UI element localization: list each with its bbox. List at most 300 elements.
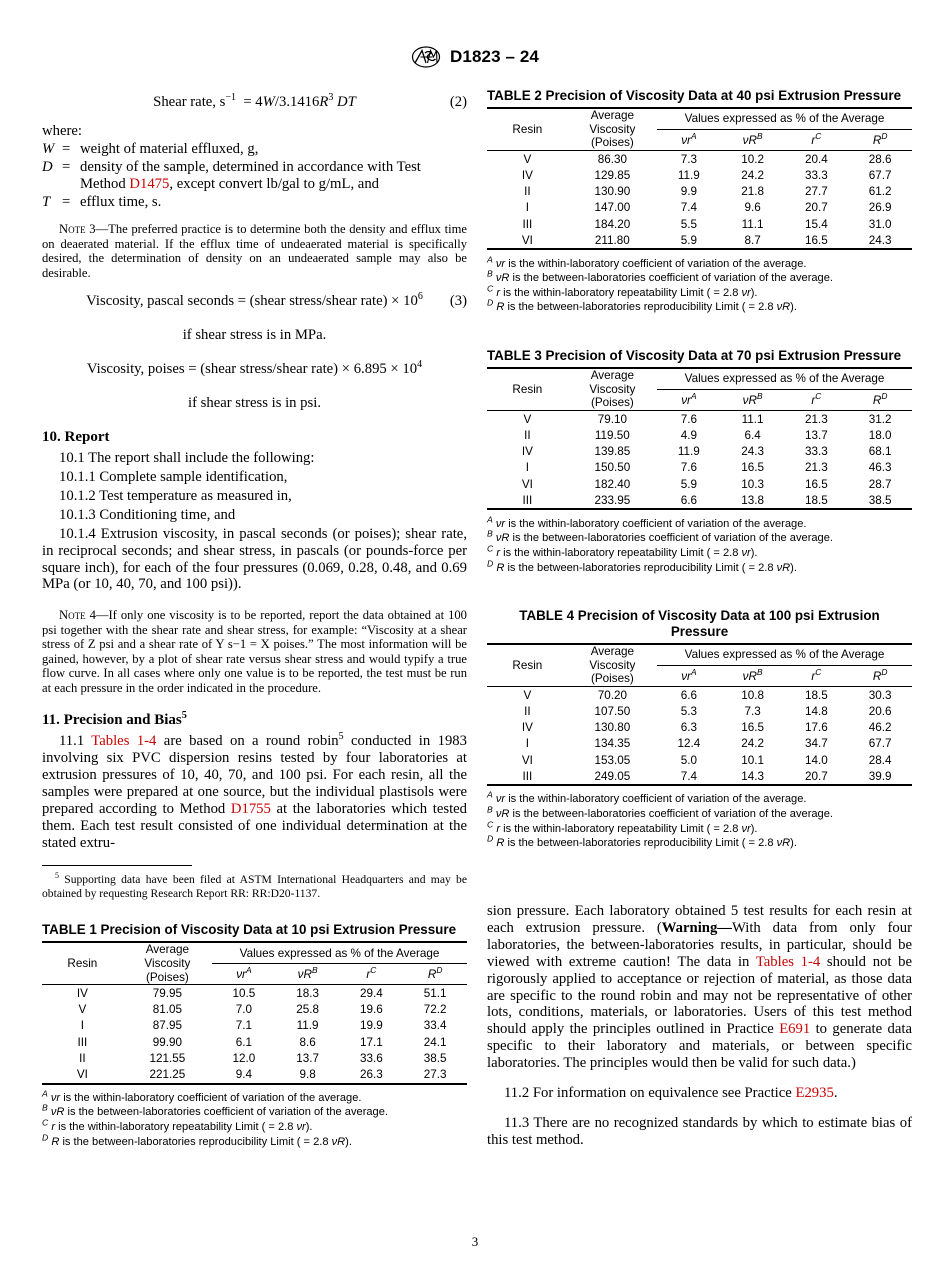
subheader-vr: $\nu r^A$ bbox=[236, 964, 252, 981]
cell-vR: 10.8 bbox=[741, 688, 764, 702]
cell-viscosity: 130.90 bbox=[594, 185, 631, 199]
cell-vR: 25.8 bbox=[296, 1003, 319, 1017]
cell-viscosity: 139.85 bbox=[594, 445, 631, 459]
table-4-title-line1: TABLE 4 Precision of Viscosity Data at 100 psi Extrusion bbox=[519, 608, 880, 624]
table-row bbox=[487, 752, 912, 768]
definition-row bbox=[42, 194, 467, 212]
cell-vr: 7.1 bbox=[235, 1019, 252, 1033]
para-10-1-1: 10.1.1 Complete sample identification, bbox=[59, 468, 288, 485]
cell-resin: I bbox=[525, 461, 529, 475]
table-1-block bbox=[42, 922, 467, 1149]
header-average-viscosity bbox=[568, 645, 657, 687]
cell-resin: IV bbox=[521, 168, 533, 182]
definition-T: efflux time, s. bbox=[80, 194, 162, 211]
subheader-vr: $\nu r^A$ bbox=[681, 666, 697, 683]
equation-4 bbox=[42, 361, 467, 378]
table-row bbox=[487, 476, 912, 492]
table-3-notes bbox=[487, 513, 912, 576]
header-avg-line3: (Poises) bbox=[145, 970, 189, 984]
cell-r: 19.9 bbox=[360, 1019, 383, 1033]
cell-r: 20.4 bbox=[805, 152, 828, 166]
table-row bbox=[487, 460, 912, 476]
cell-viscosity: 87.95 bbox=[152, 1019, 182, 1033]
where-label: where: bbox=[42, 123, 82, 139]
cell-resin: I bbox=[80, 1019, 84, 1033]
footnote-5-text: Supporting data have been filed at ASTM International Headquarters and may be obtained by requesting Research Report RR: RR:D20-1137. bbox=[42, 873, 468, 901]
section-10-heading: 10. Report bbox=[42, 429, 110, 446]
cell-resin: VI bbox=[76, 1068, 88, 1082]
cell-R: 72.2 bbox=[423, 1003, 447, 1017]
cell-R: 67.7 bbox=[868, 168, 892, 182]
cell-vR: 7.3 bbox=[744, 704, 761, 718]
cell-viscosity: 221.25 bbox=[149, 1068, 186, 1082]
table-row bbox=[42, 985, 467, 1001]
cell-vr: 5.9 bbox=[680, 233, 697, 247]
note-3 bbox=[42, 222, 467, 280]
cell-vR: 24.3 bbox=[741, 445, 764, 459]
table-row bbox=[487, 687, 912, 703]
cell-r: 19.6 bbox=[360, 1003, 383, 1017]
cell-R: 30.3 bbox=[868, 688, 892, 702]
cell-r: 20.7 bbox=[805, 201, 828, 215]
table-bottom-rule bbox=[42, 1084, 467, 1088]
table-row bbox=[42, 1002, 467, 1018]
header-resin: Resin bbox=[67, 957, 98, 971]
cell-viscosity: 153.05 bbox=[594, 753, 631, 767]
footnote-5-marker: 5 bbox=[55, 871, 59, 881]
section-11-heading-text: 11. Precision and Bias bbox=[42, 712, 182, 729]
cell-vr: 6.6 bbox=[680, 493, 697, 507]
para-10-1-4: 10.1.4 Extrusion viscosity, in pascal seconds (or poises); shear rate, in reciprocal seconds; and shear stress, in pascals (or pounds-force per square inch), for each of the four pressures (0.069, 0.28, 0.48, and 0.69 MPa (or 10, 40, 70, and 100 psi)). bbox=[42, 525, 467, 593]
table-note-a: $^A$ νr is the within-laboratory coefficient of variation of the average. bbox=[42, 1088, 362, 1104]
note-4 bbox=[42, 608, 467, 695]
section-11-footnote-marker: 5 bbox=[181, 710, 187, 722]
cell-R: 51.1 bbox=[423, 987, 447, 1001]
table-row bbox=[487, 768, 912, 785]
table-2-title: TABLE 2 Precision of Viscosity Data at 40 psi Extrusion Pressure bbox=[487, 88, 902, 103]
cell-vR: 24.2 bbox=[741, 737, 764, 751]
cell-R: 20.6 bbox=[868, 704, 892, 718]
cell-resin: V bbox=[523, 152, 532, 166]
cell-vR: 16.5 bbox=[741, 721, 764, 735]
cell-R: 28.4 bbox=[868, 753, 892, 767]
table-row bbox=[42, 1034, 467, 1050]
definition-row bbox=[42, 141, 467, 159]
para-sion-pressure: sion pressure. Each laboratory obtained 5 test results for each resin at each extrusion pressure. (Warning—With data from only four laboratories, the between-laboratories results, in particular, should be viewed with extreme caution! The data in Tables 1-4 should not be rigorously applied to acceptance or rejection of material, as those data are specific to the round robin and may not be representative of other lots, conditions, materials, or laboratories. Users of this test method should apply the principles outlined in Practice E691 to generate data specific to their laboratory and materials, or between specific laboratories. The principles would then be valid for such data.) bbox=[487, 903, 912, 1072]
table-3 bbox=[487, 367, 912, 514]
cell-vR: 14.3 bbox=[741, 769, 764, 783]
cell-vR: 13.8 bbox=[741, 493, 764, 507]
para-10-1-3: 10.1.3 Conditioning time, and bbox=[59, 506, 236, 523]
table-row bbox=[487, 411, 912, 427]
cell-r: 21.3 bbox=[805, 412, 828, 426]
table-note-b: $^B$ νR is the between-laboratories coefficient of variation of the average. bbox=[487, 528, 833, 545]
cell-R: 38.5 bbox=[868, 493, 892, 507]
cell-vr: 7.3 bbox=[680, 152, 697, 166]
equation-2-body: Shear rate, $s^{-1} = 4W/3.1416R^3$ DT bbox=[153, 92, 356, 110]
table-row bbox=[487, 492, 912, 509]
cell-vR: 8.6 bbox=[299, 1035, 316, 1049]
cell-r: 29.4 bbox=[360, 987, 383, 1001]
header-span-values: Values expressed as % of the Average bbox=[657, 645, 912, 666]
cell-viscosity: 79.95 bbox=[152, 987, 182, 1001]
table-note-a: $^A$ νr is the within-laboratory coefficient of variation of the average. bbox=[487, 513, 807, 530]
cell-resin: III bbox=[522, 217, 533, 231]
table-row bbox=[42, 1018, 467, 1034]
cell-vR: 13.7 bbox=[296, 1051, 319, 1065]
link-e2935[interactable]: E2935 bbox=[795, 1085, 834, 1102]
cell-R: 39.9 bbox=[868, 769, 892, 783]
cell-r: 17.6 bbox=[805, 721, 828, 735]
table-1-body bbox=[42, 985, 467, 1087]
para-10-1-2: 10.1.2 Test temperature as measured in, bbox=[59, 487, 292, 504]
header-resin: Resin bbox=[512, 383, 543, 397]
header-avg-line3: (Poises) bbox=[590, 136, 634, 150]
header-average-viscosity bbox=[123, 943, 212, 985]
table-row bbox=[487, 427, 912, 443]
para-10-1: 10.1 The report shall include the following: bbox=[59, 450, 315, 467]
cell-vR: 18.3 bbox=[296, 987, 319, 1001]
cell-vR: 10.1 bbox=[741, 753, 764, 767]
cell-viscosity: 121.55 bbox=[149, 1051, 186, 1065]
cell-r: 21.3 bbox=[805, 461, 828, 475]
cell-resin: VI bbox=[521, 753, 533, 767]
cell-resin: III bbox=[522, 493, 533, 507]
right-column bbox=[487, 88, 912, 1149]
cell-viscosity: 249.05 bbox=[594, 769, 631, 783]
table-note-a: $^A$ νr is the within-laboratory coefficient of variation of the average. bbox=[487, 253, 807, 270]
header-avg-line2: Viscosity bbox=[589, 122, 636, 136]
header-avg-line3: (Poises) bbox=[590, 672, 634, 686]
cell-resin: IV bbox=[521, 445, 533, 459]
table-1 bbox=[42, 941, 467, 1088]
cell-r: 14.8 bbox=[805, 704, 828, 718]
cell-vR: 24.2 bbox=[741, 168, 764, 182]
cell-r: 13.7 bbox=[805, 429, 828, 443]
subheader-vR: $\nu R^B$ bbox=[742, 666, 763, 683]
cell-resin: IV bbox=[521, 721, 533, 735]
equals-sign: = bbox=[62, 141, 71, 157]
table-4-title bbox=[487, 608, 912, 640]
cell-viscosity: 130.80 bbox=[594, 721, 631, 735]
cell-r: 17.1 bbox=[360, 1035, 383, 1049]
symbol-D: D bbox=[42, 159, 53, 176]
subheader-R: $R^D$ bbox=[872, 666, 888, 683]
definition-row bbox=[42, 159, 467, 194]
cell-R: 28.7 bbox=[868, 477, 892, 491]
link-d1755[interactable]: D1755 bbox=[230, 800, 271, 817]
cell-viscosity: 182.40 bbox=[594, 477, 631, 491]
table-3-block bbox=[487, 348, 912, 575]
cell-r: 26.3 bbox=[360, 1068, 383, 1082]
cell-vR: 6.4 bbox=[744, 429, 761, 443]
table-note-b: $^B$ νR is the between-laboratories coefficient of variation of the average. bbox=[487, 268, 833, 285]
table-row bbox=[487, 720, 912, 736]
cell-resin: I bbox=[525, 737, 529, 751]
equation-3 bbox=[42, 293, 467, 310]
subheader-r: $r^C$ bbox=[811, 130, 822, 147]
cell-resin: V bbox=[523, 688, 532, 702]
document-id: D1823 – 24 bbox=[450, 47, 539, 66]
cell-resin: I bbox=[525, 201, 529, 215]
cell-vR: 11.1 bbox=[741, 412, 764, 426]
equation-3-number: (3) bbox=[449, 293, 467, 310]
cell-viscosity: 211.80 bbox=[594, 233, 630, 247]
cell-vR: 16.5 bbox=[741, 461, 764, 475]
table-note-c: $^C$ r is the within-laboratory repeatability Limit ( = 2.8 νr). bbox=[487, 543, 758, 559]
cell-vr: 12.0 bbox=[232, 1051, 256, 1065]
table-note-c: $^C$ r is the within-laboratory repeatability Limit ( = 2.8 νr). bbox=[487, 283, 758, 299]
cell-r: 18.5 bbox=[805, 688, 828, 702]
page-number: 3 bbox=[471, 1234, 479, 1249]
footnote-rule bbox=[42, 865, 192, 866]
table-bottom-rule bbox=[487, 249, 912, 253]
cell-vr: 9.4 bbox=[235, 1068, 252, 1082]
table-2-body bbox=[487, 151, 912, 253]
cell-vr: 5.9 bbox=[680, 477, 697, 491]
header-avg-line1: Average bbox=[590, 108, 635, 122]
cell-vr: 7.6 bbox=[680, 461, 697, 475]
equals-sign: = bbox=[62, 194, 71, 211]
header-avg-line1: Average bbox=[590, 368, 635, 382]
cell-vr: 7.0 bbox=[235, 1003, 252, 1017]
link-tables-1-4-right[interactable]: Tables 1-4 bbox=[755, 953, 821, 970]
cell-R: 24.3 bbox=[868, 233, 892, 247]
table-2-notes bbox=[487, 253, 912, 316]
subheader-vR: $\nu R^B$ bbox=[742, 390, 763, 407]
header-avg-line1: Average bbox=[590, 644, 635, 658]
cell-vR: 10.3 bbox=[741, 477, 764, 491]
table-row bbox=[487, 184, 912, 200]
note-4-text: If only one viscosity is to be reported, report the data obtained at 100 psi together with the shear rate and shear stress, for example: “Viscosity at a shear stress of Z psi and a shear rate of Y s−1 = X poises.” The most information will be gained, however, by a plot of shear rate versus shear stress and would typify a true flow curve. In all cases where only one value is to be reported, the test must be run at each pressure in the order indicated in the procedure. bbox=[42, 608, 467, 695]
symbol-W: W bbox=[42, 141, 55, 157]
cell-vR: 21.8 bbox=[741, 185, 764, 199]
header-avg-line2: Viscosity bbox=[144, 956, 191, 970]
link-d1475[interactable]: D1475 bbox=[129, 176, 170, 193]
table-bottom-rule bbox=[487, 785, 912, 789]
table-header-row bbox=[42, 943, 467, 964]
cell-resin: II bbox=[524, 704, 531, 718]
cell-vr: 5.5 bbox=[680, 217, 697, 231]
table-1-notes bbox=[42, 1088, 467, 1150]
note-3-text: The preferred practice is to determine both the density and efflux time on deaerated material. If the efflux time of undeaerated material is specifically desired, the determination of density on an undeaerated sample may also be desirable. bbox=[42, 222, 467, 280]
subheader-r: $r^C$ bbox=[811, 666, 822, 683]
cell-r: 27.7 bbox=[805, 185, 828, 199]
table-row bbox=[487, 216, 912, 232]
cell-resin: III bbox=[77, 1035, 88, 1049]
header-span-values: Values expressed as % of the Average bbox=[212, 943, 467, 964]
cell-R: 33.4 bbox=[423, 1019, 447, 1033]
if-mpa-line: if shear stress is in MPa. bbox=[182, 327, 327, 344]
table-note-d: $^D$ R is the between-laboratories reproducibility Limit ( = 2.8 νR). bbox=[42, 1132, 352, 1148]
cell-R: 27.3 bbox=[423, 1068, 447, 1082]
table-3-title: TABLE 3 Precision of Viscosity Data at 70 psi Extrusion Pressure bbox=[487, 348, 902, 364]
cell-R: 61.2 bbox=[868, 185, 892, 199]
cell-r: 33.6 bbox=[360, 1051, 383, 1065]
header-average-viscosity bbox=[568, 369, 657, 411]
subheader-vR: $\nu R^B$ bbox=[742, 130, 763, 147]
left-column bbox=[42, 88, 467, 1149]
page-header bbox=[0, 46, 950, 68]
link-tables-1-4[interactable]: Tables 1-4 bbox=[91, 733, 157, 750]
cell-vr: 6.3 bbox=[680, 721, 697, 735]
equation-2-number: (2) bbox=[449, 94, 467, 110]
table-4-body bbox=[487, 687, 912, 789]
cell-vR: 11.1 bbox=[741, 217, 764, 231]
cell-viscosity: 134.35 bbox=[594, 737, 631, 751]
cell-r: 33.3 bbox=[805, 445, 828, 459]
para-11-2: 11.2 For information on equivalence see Practice E2935. bbox=[504, 1085, 838, 1102]
cell-vr: 10.5 bbox=[232, 987, 256, 1001]
cell-vr: 6.1 bbox=[235, 1035, 252, 1049]
cell-vr: 7.4 bbox=[680, 201, 697, 215]
cell-resin: V bbox=[78, 1003, 87, 1017]
subheader-vr: $\nu r^A$ bbox=[681, 130, 697, 147]
header-resin: Resin bbox=[512, 658, 543, 672]
equation-2 bbox=[42, 94, 467, 111]
para-11-3: 11.3 There are no recognized standards by which to estimate bias of this test method. bbox=[487, 1115, 912, 1148]
cell-vr: 11.9 bbox=[677, 445, 700, 459]
table-row bbox=[487, 736, 912, 752]
table-row bbox=[487, 232, 912, 249]
cell-resin: V bbox=[523, 412, 532, 426]
cell-R: 68.1 bbox=[868, 445, 892, 459]
cell-resin: II bbox=[524, 185, 531, 199]
cell-vr: 11.9 bbox=[677, 168, 700, 182]
table-note-d: $^D$ R is the between-laboratories reproducibility Limit ( = 2.8 νR). bbox=[487, 297, 797, 314]
cell-R: 24.1 bbox=[423, 1035, 447, 1049]
cell-R: 18.0 bbox=[868, 429, 892, 443]
table-note-c: $^C$ r is the within-laboratory repeatability Limit ( = 2.8 νr). bbox=[42, 1117, 313, 1134]
cell-viscosity: 86.30 bbox=[597, 152, 627, 166]
cell-r: 34.7 bbox=[805, 737, 828, 751]
cell-resin: II bbox=[79, 1051, 86, 1065]
equals-sign: = bbox=[62, 159, 71, 176]
note-4-label: Note 4— bbox=[59, 608, 109, 623]
subheader-R: $R^D$ bbox=[427, 964, 443, 981]
table-header-row bbox=[487, 645, 912, 666]
definition-D: density of the sample, determined in accordance with Test Method D1475, except convert lb/gal to g/mL, and bbox=[80, 159, 421, 193]
header-avg-line2: Viscosity bbox=[589, 382, 636, 396]
header-avg-line1: Average bbox=[145, 943, 190, 957]
table-note-a: $^A$ νr is the within-laboratory coefficient of variation of the average. bbox=[487, 789, 807, 806]
header-avg-line3: (Poises) bbox=[590, 396, 634, 410]
cell-R: 31.0 bbox=[868, 217, 892, 231]
table-row bbox=[42, 1050, 467, 1066]
table-bottom-rule bbox=[487, 509, 912, 513]
cell-vR: 10.2 bbox=[741, 152, 764, 166]
table-row bbox=[487, 703, 912, 719]
subheader-r: $r^C$ bbox=[366, 964, 377, 981]
cell-R: 26.9 bbox=[868, 201, 892, 215]
header-average-viscosity bbox=[568, 109, 657, 151]
cell-r: 15.4 bbox=[805, 217, 828, 231]
subheader-r: $r^C$ bbox=[811, 390, 822, 407]
cell-R: 38.5 bbox=[423, 1051, 447, 1065]
equation-3-body: Viscosity, pascal seconds = (shear stress/shear rate) × $10^6$ bbox=[86, 291, 423, 310]
table-note-c: $^C$ r is the within-laboratory repeatability Limit ( = 2.8 νr). bbox=[487, 819, 758, 835]
table-3-body bbox=[487, 411, 912, 513]
table-4-block bbox=[487, 608, 912, 851]
cell-resin: VI bbox=[521, 477, 533, 491]
cell-vr: 7.4 bbox=[680, 769, 697, 783]
cell-viscosity: 119.50 bbox=[594, 429, 630, 443]
section-11-heading bbox=[42, 712, 467, 729]
cell-vr: 12.4 bbox=[677, 737, 701, 751]
table-note-d: $^D$ R is the between-laboratories reproducibility Limit ( = 2.8 νR). bbox=[487, 557, 797, 574]
cell-r: 16.5 bbox=[805, 233, 828, 247]
subheader-R: $R^D$ bbox=[872, 130, 888, 147]
cell-R: 46.2 bbox=[868, 721, 892, 735]
table-note-b: $^B$ νR is the between-laboratories coefficient of variation of the average. bbox=[487, 804, 833, 821]
cell-r: 14.0 bbox=[805, 753, 828, 767]
table-header-row bbox=[487, 369, 912, 390]
cell-viscosity: 129.85 bbox=[594, 168, 631, 182]
footnote-5 bbox=[42, 873, 467, 901]
cell-R: 46.3 bbox=[868, 461, 892, 475]
table-4-notes bbox=[487, 789, 912, 851]
table-2-block bbox=[487, 88, 912, 315]
cell-vR: 9.8 bbox=[299, 1068, 316, 1082]
header-avg-line2: Viscosity bbox=[589, 658, 636, 672]
cell-resin: IV bbox=[76, 987, 88, 1001]
cell-viscosity: 79.10 bbox=[597, 412, 627, 426]
header-span-values: Values expressed as % of the Average bbox=[657, 369, 912, 390]
cell-r: 33.3 bbox=[805, 168, 828, 182]
subheader-R: $R^D$ bbox=[872, 390, 888, 407]
table-1-title: TABLE 1 Precision of Viscosity Data at 10 psi Extrusion Pressure bbox=[42, 922, 457, 938]
symbol-definitions bbox=[42, 141, 467, 212]
cell-vr: 5.3 bbox=[680, 704, 697, 718]
cell-vR: 9.6 bbox=[744, 201, 761, 215]
cell-resin: VI bbox=[521, 233, 533, 247]
cell-vr: 7.6 bbox=[680, 412, 697, 426]
definition-W: weight of material effluxed, g, bbox=[80, 141, 259, 157]
note-3-label: Note 3— bbox=[59, 222, 109, 237]
header-span-values: Values expressed as % of the Average bbox=[657, 109, 912, 130]
table-row bbox=[487, 444, 912, 460]
cell-r: 20.7 bbox=[805, 769, 828, 783]
cell-r: 16.5 bbox=[805, 477, 828, 491]
cell-R: 31.2 bbox=[868, 412, 892, 426]
header-resin: Resin bbox=[512, 123, 543, 136]
cell-R: 67.7 bbox=[868, 737, 892, 751]
table-note-d: $^D$ R is the between-laboratories reproducibility Limit ( = 2.8 νR). bbox=[487, 833, 797, 850]
cell-viscosity: 184.20 bbox=[594, 217, 631, 231]
astm-logo bbox=[411, 46, 441, 68]
cell-vr: 5.0 bbox=[680, 753, 697, 767]
symbol-T: T bbox=[42, 194, 51, 211]
subheader-vR: $\nu R^B$ bbox=[297, 964, 318, 981]
table-note-b: $^B$ νR is the between-laboratories coefficient of variation of the average. bbox=[42, 1102, 388, 1119]
cell-vr: 9.9 bbox=[680, 185, 697, 199]
cell-viscosity: 107.50 bbox=[594, 704, 631, 718]
link-e691[interactable]: E691 bbox=[779, 1021, 811, 1038]
cell-viscosity: 150.50 bbox=[594, 461, 631, 475]
if-psi-line: if shear stress is in psi. bbox=[188, 395, 321, 412]
table-row bbox=[42, 1066, 467, 1083]
subheader-vr: $\nu r^A$ bbox=[681, 390, 697, 407]
cell-viscosity: 70.20 bbox=[597, 688, 627, 702]
cell-vr: 4.9 bbox=[680, 429, 697, 443]
cell-R: 28.6 bbox=[868, 152, 892, 166]
cell-vR: 8.7 bbox=[744, 233, 761, 247]
table-4 bbox=[487, 643, 912, 790]
cell-viscosity: 233.95 bbox=[594, 493, 631, 507]
equation-4-body: Viscosity, poises = (shear stress/shear rate) × $6.895 \times 10^4$ bbox=[86, 359, 423, 378]
para-11-1: 11.1 Tables 1-4 are based on a round robin$^5$ conducted in 1983 involving six PVC dispersion resins tested by four laboratories at extrusion pressures of 10, 40, 70, and 100 psi. For each resin, all the samples were prepared at one source, but the individual plastisols were prepared according to Method D1755 at the laboratories which tested them. Each test result consisted of one individual determination at the stated extru- bbox=[42, 731, 468, 851]
table-row bbox=[487, 200, 912, 216]
